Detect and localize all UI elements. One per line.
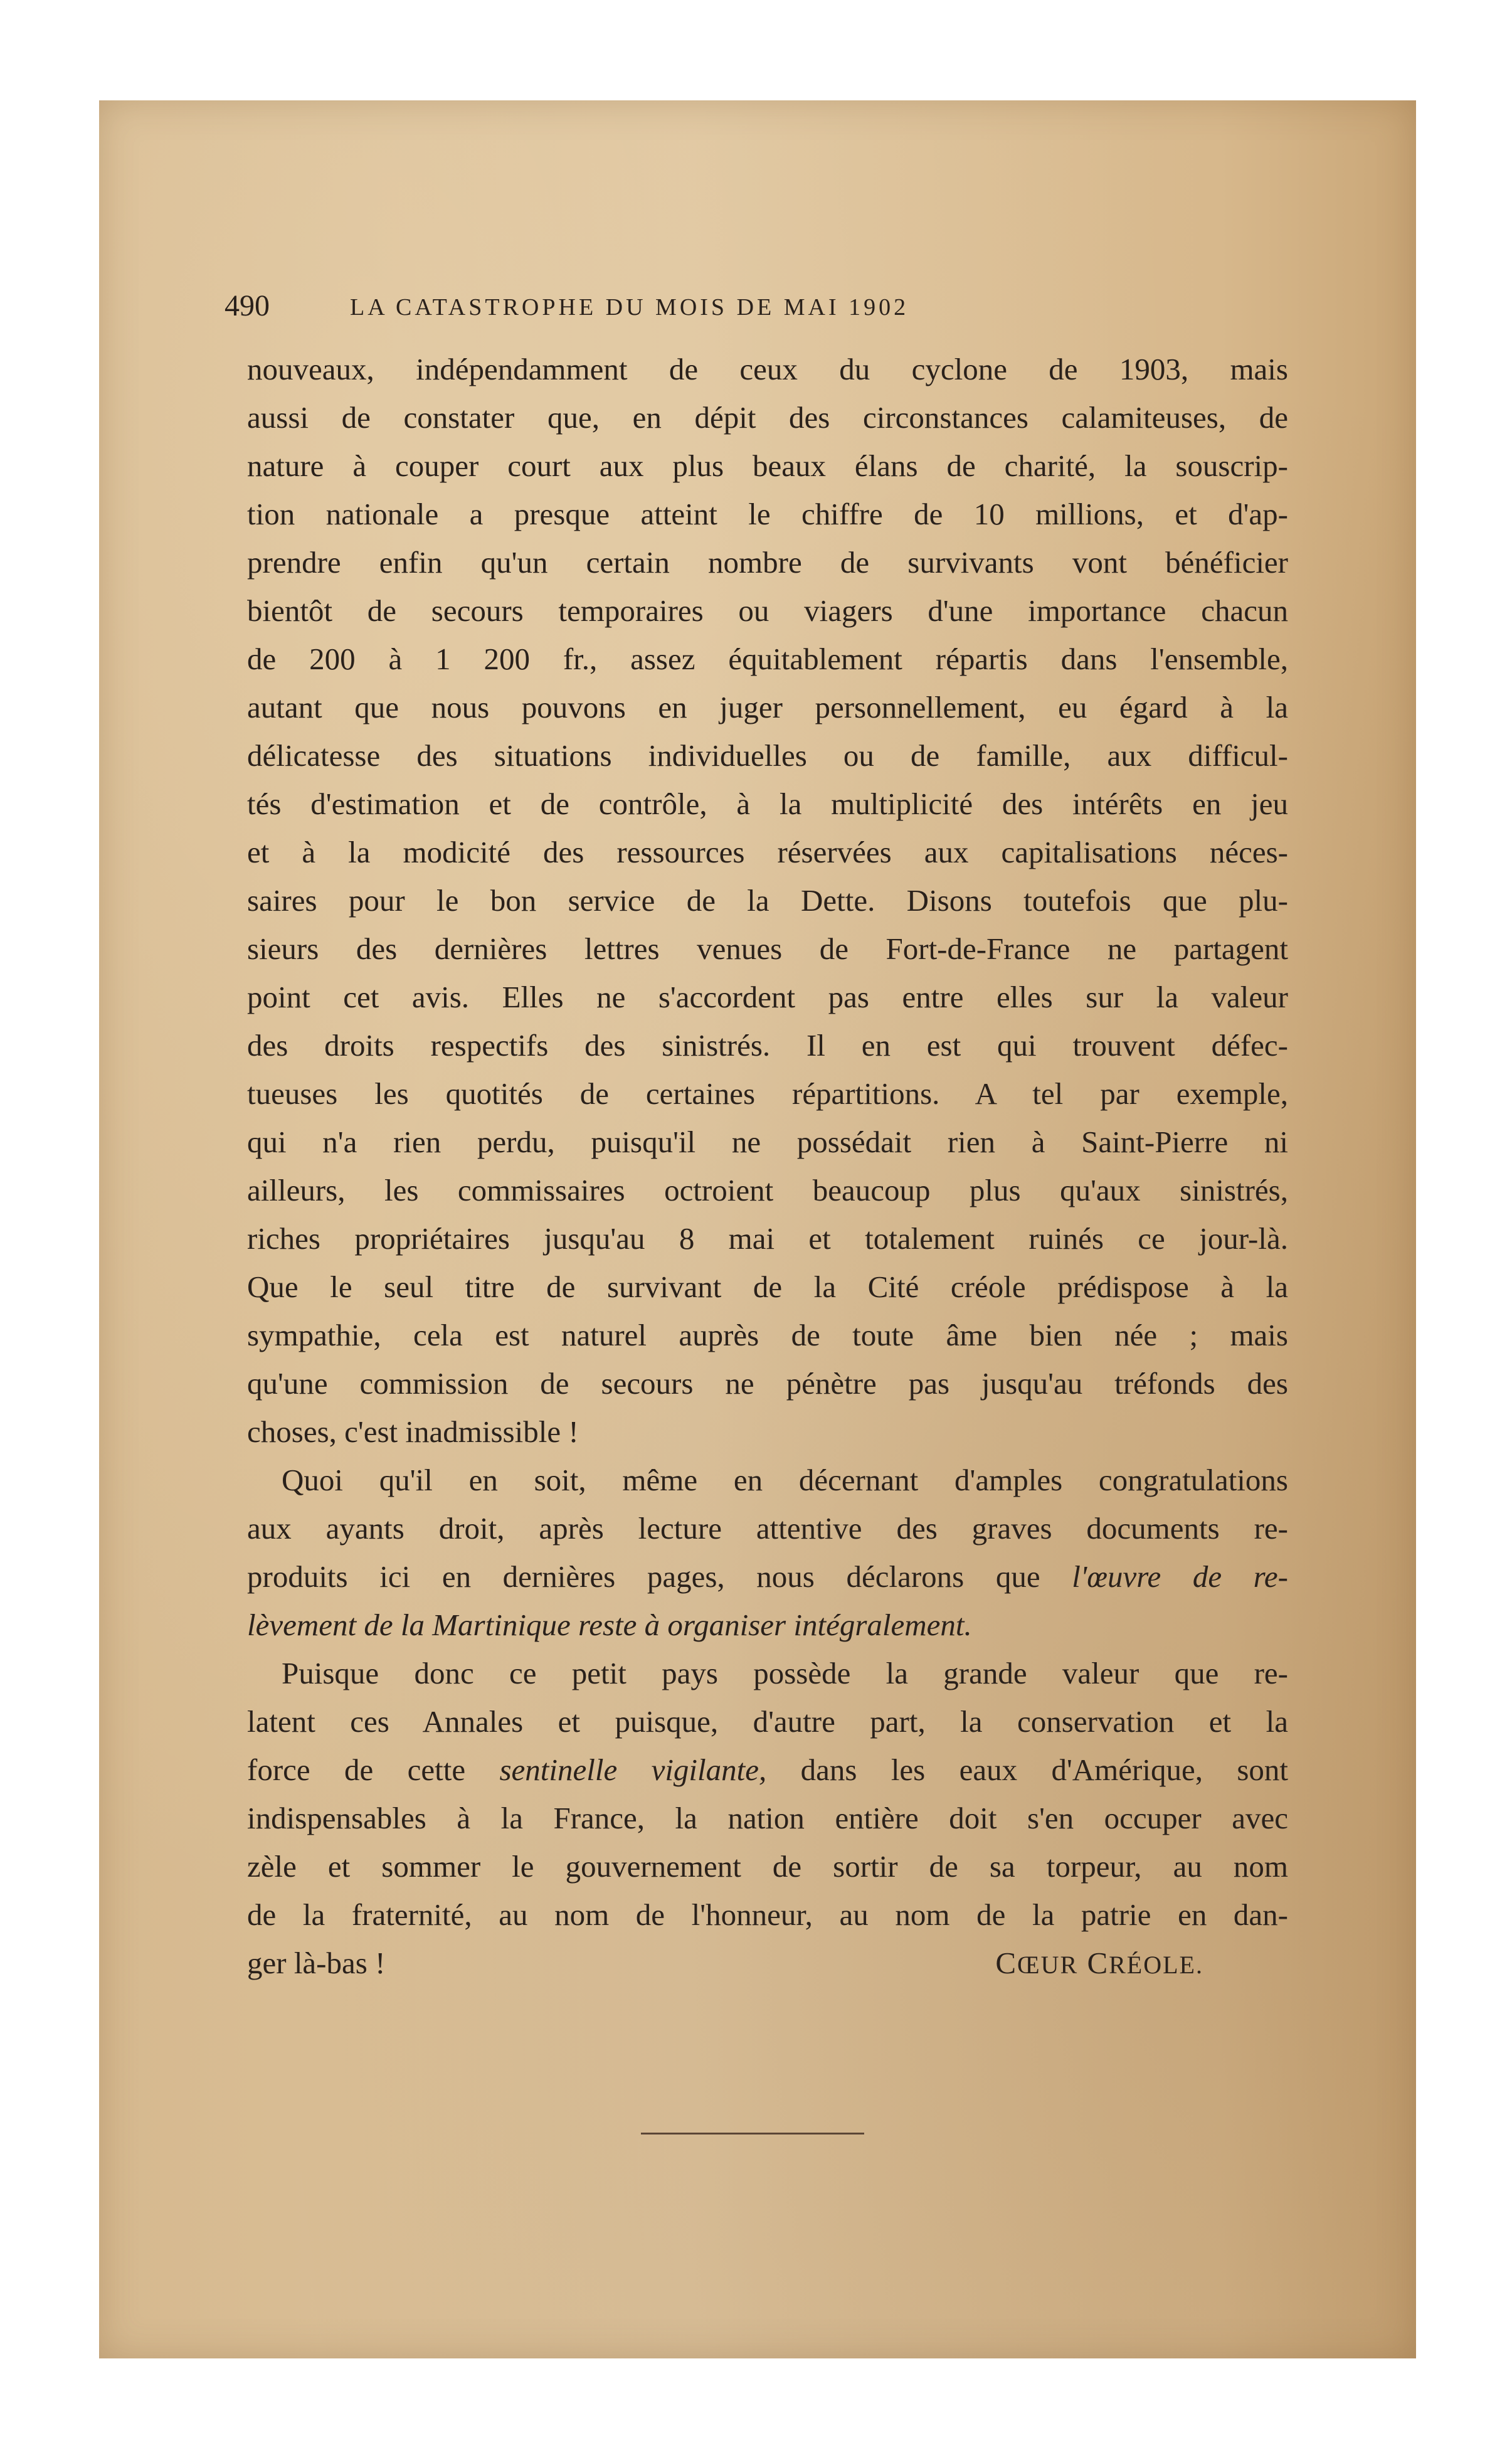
text-line: de 200 à 1 200 fr., assez équitablement répartis dans l'ensemble, <box>247 642 1288 676</box>
text-line: prendre enfin qu'un certain nombre de survivants vont bénéficier <box>247 545 1288 580</box>
body-text <box>247 345 1288 1987</box>
text-line: indispensables à la France, la nation entière doit s'en occuper avec <box>247 1801 1288 1835</box>
book-page <box>99 100 1416 2358</box>
text-line: nature à couper court aux plus beaux élans de charité, la souscrip- <box>247 448 1288 483</box>
text-line: point cet avis. Elles ne s'accordent pas entre elles sur la valeur <box>247 980 1288 1014</box>
text-line: qu'une commission de secours ne pénètre pas jusqu'au tréfonds des <box>247 1366 1288 1401</box>
text-line <box>247 1746 1288 1794</box>
text-line: Que le seul titre de survivant de la Cité créole prédispose à la <box>247 1270 1288 1304</box>
text-line: Quoi qu'il en soit, même en décernant d'amples congratulations <box>282 1463 1288 1497</box>
text-line: tés d'estimation et de contrôle, à la multiplicité des intérêts en jeu <box>247 787 1288 821</box>
italic-segment: sentinelle vigilante, <box>499 1753 767 1787</box>
paragraph-2 <box>247 1456 1288 1649</box>
text-line: Puisque donc ce petit pays possède la grande valeur que re- <box>282 1656 1288 1690</box>
text-line: tion nationale a presque atteint le chiffre de 10 millions, et d'ap- <box>247 497 1288 531</box>
text-line: autant que nous pouvons en juger personnellement, eu égard à la <box>247 690 1288 724</box>
text-line: ailleurs, les commissaires octroient beaucoup plus qu'aux sinistrés, <box>247 1173 1288 1207</box>
text-line: aux ayants droit, après lecture attentive des graves documents re- <box>247 1511 1288 1546</box>
section-separator-rule <box>641 2133 864 2134</box>
text-segment: dans les eaux d'Amérique, sont <box>766 1753 1289 1787</box>
page-header <box>225 289 1178 332</box>
signature-capital: C <box>1087 1946 1109 1980</box>
text-line: choses, c'est inadmissible ! <box>247 1414 579 1449</box>
signature-small-caps: RÉOLE. <box>1109 1951 1203 1979</box>
text-line: ger là-bas ! <box>247 1946 386 1980</box>
italic-segment: lèvement de la Martinique reste à organiser intégralement. <box>247 1608 972 1642</box>
text-line: sieurs des dernières lettres venues de Fort-de-France ne partagent <box>247 931 1288 966</box>
paragraph-3 <box>247 1649 1288 1987</box>
text-line: aussi de constater que, en dépit des circonstances calamiteuses, de <box>247 400 1288 435</box>
italic-segment: l'œuvre de re- <box>1072 1559 1289 1594</box>
text-line <box>247 1601 1288 1649</box>
text-line: saires pour le bon service de la Dette. Disons toutefois que plu- <box>247 883 1288 918</box>
text-line: qui n'a rien perdu, puisqu'il ne possédait rien à Saint-Pierre ni <box>247 1125 1288 1159</box>
text-line: et à la modicité des ressources réservées aux capitalisations néces- <box>247 835 1288 869</box>
text-line: riches propriétaires jusqu'au 8 mai et totalement ruinés ce jour-là. <box>247 1221 1288 1256</box>
text-line: zèle et sommer le gouvernement de sortir de sa torpeur, au nom <box>247 1849 1288 1884</box>
text-line: des droits respectifs des sinistrés. Il en est qui trouvent défec- <box>247 1028 1288 1063</box>
text-line: délicatesse des situations individuelles ou de famille, aux difficul- <box>247 738 1288 773</box>
paragraph-1 <box>247 345 1288 1456</box>
signature-capital: C <box>995 1946 1018 1980</box>
text-line <box>247 1552 1288 1601</box>
text-line: sympathie, cela est naturel auprès de toute âme bien née ; mais <box>247 1318 1288 1352</box>
text-line: latent ces Annales et puisque, d'autre part, la conservation et la <box>247 1704 1288 1739</box>
running-head: LA CATASTROPHE DU MOIS DE MAI 1902 <box>350 294 909 321</box>
text-segment: force de cette <box>247 1753 500 1787</box>
text-line: tueuses les quotités de certaines répartitions. A tel par exemple, <box>247 1076 1288 1111</box>
signature <box>995 1939 1203 1987</box>
text-line: de la fraternité, au nom de l'honneur, au nom de la patrie en dan- <box>247 1897 1288 1932</box>
page-number: 490 <box>225 289 270 322</box>
text-segment: produits ici en dernières pages, nous déclarons que <box>247 1559 1072 1594</box>
text-line: nouveaux, indépendamment de ceux du cyclone de 1903, mais <box>247 352 1288 386</box>
signature-small-caps: ŒUR <box>1017 1951 1079 1979</box>
text-line: bientôt de secours temporaires ou viagers d'une importance chacun <box>247 593 1288 628</box>
final-line <box>247 1939 1288 1987</box>
